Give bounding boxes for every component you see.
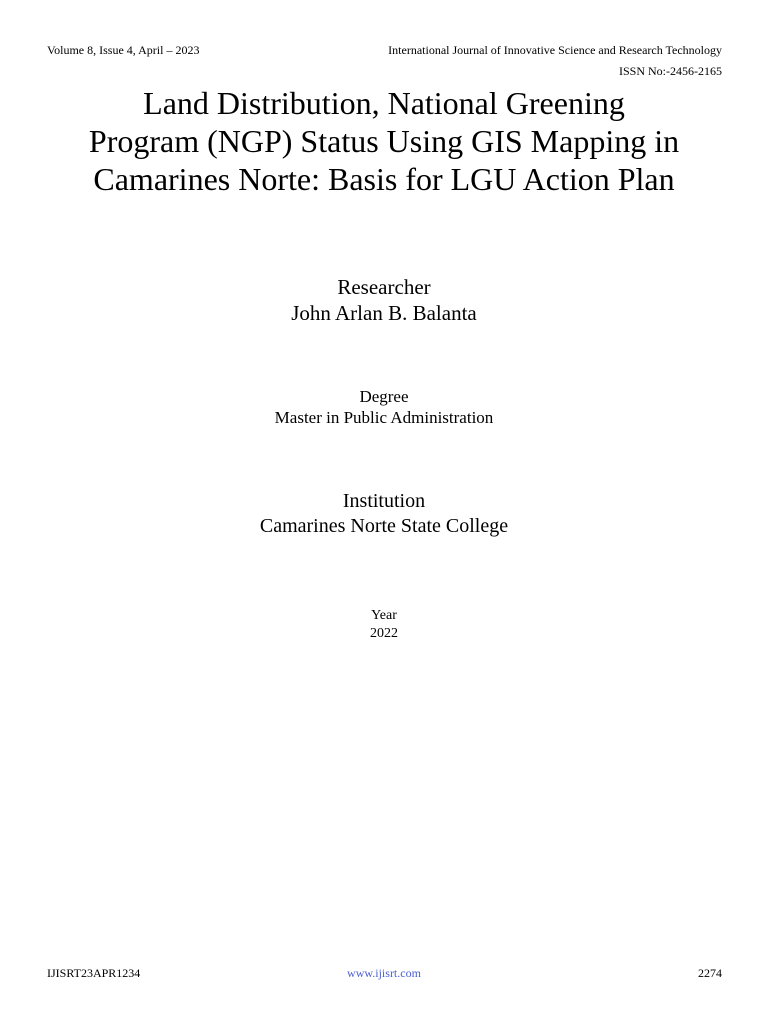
website-link[interactable]: www.ijisrt.com	[347, 966, 421, 980]
year-label: Year	[371, 608, 397, 623]
page-number: 2274	[698, 966, 722, 980]
title-line: Land Distribution, National Greening	[143, 85, 625, 121]
paper-title	[20, 84, 748, 198]
issn-text: ISSN No:-2456-2165	[618, 64, 722, 78]
year-block	[0, 607, 768, 643]
institution-value: Camarines Norte State College	[259, 515, 509, 537]
researcher-name: John Arlan B. Balanta	[291, 301, 477, 325]
institution-block	[0, 489, 768, 539]
degree-block	[0, 386, 768, 428]
journal-name: International Journal of Innovative Science and Research Technology	[388, 43, 722, 57]
year-value: 2022	[370, 626, 398, 641]
paper-id: IJISRT23APR1234	[47, 966, 141, 980]
researcher-label: Researcher	[337, 275, 431, 299]
title-line: Program (NGP) Status Using GIS Mapping in	[88, 123, 680, 159]
degree-label: Degree	[359, 387, 409, 406]
institution-label: Institution	[342, 490, 426, 512]
degree-value: Master in Public Administration	[274, 408, 494, 427]
footer-website	[0, 966, 768, 980]
volume-issue-text: Volume 8, Issue 4, April – 2023	[47, 43, 200, 57]
title-line: Camarines Norte: Basis for LGU Action Plan	[93, 161, 675, 197]
researcher-block	[0, 274, 768, 326]
